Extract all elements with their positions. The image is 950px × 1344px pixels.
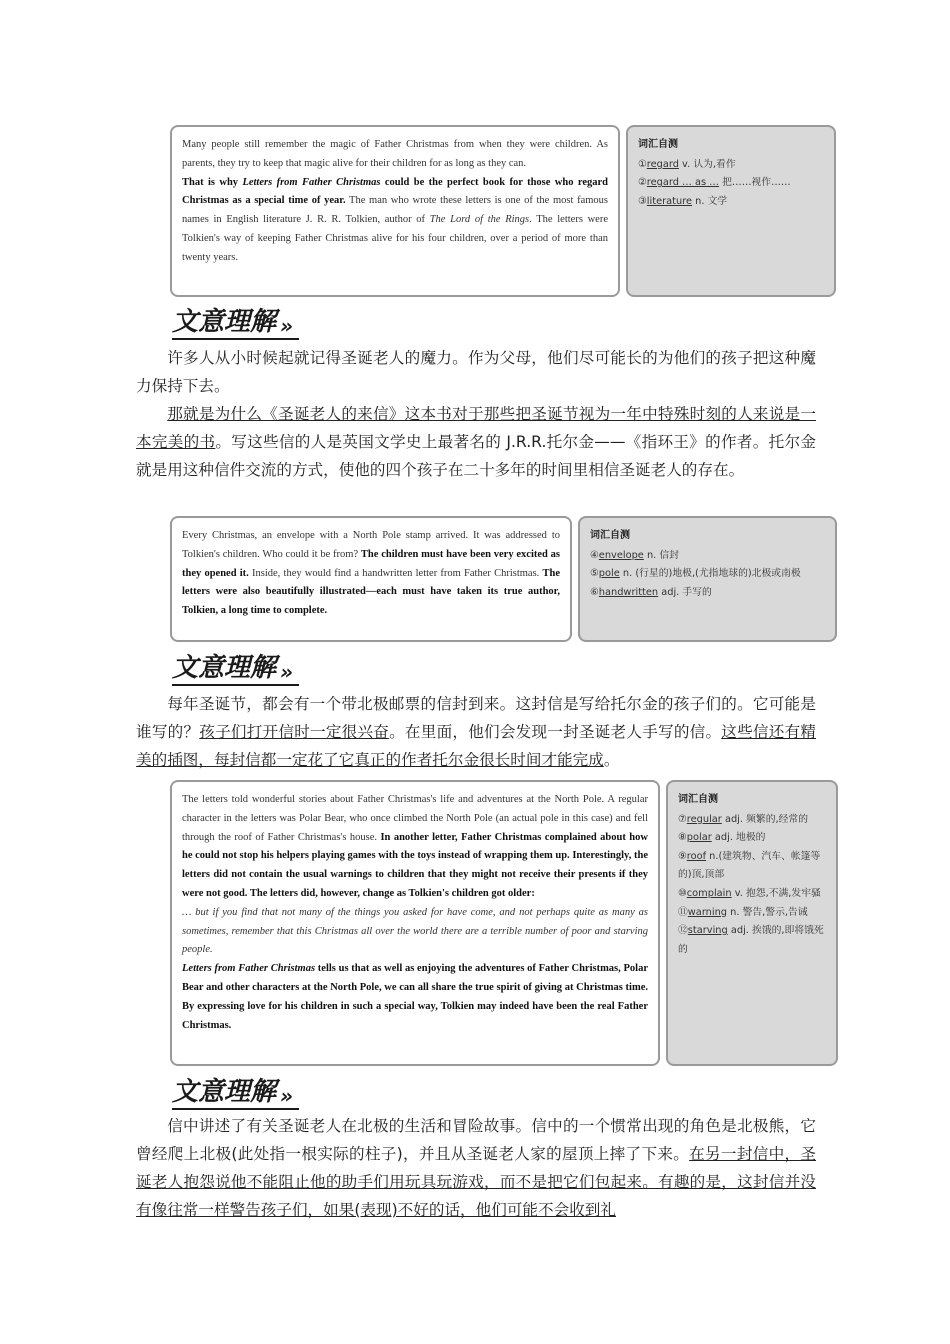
double-arrow-icon: » xyxy=(280,1084,294,1108)
passage-paragraph: Many people still remember the magic of Father Christmas from when they were children. As parents, they try to keep that magic alive for their children for as long as they can. xyxy=(182,139,608,169)
book-title: Letters from Father Christmas xyxy=(242,176,381,188)
vocab-item: ⑥handwritten adj. 手写的 xyxy=(590,586,712,598)
vocab-item: ⑧polar adj. 地极的 xyxy=(678,832,766,844)
english-passage-2 xyxy=(170,516,572,642)
vocab-item: ⑪warning n. 警告,警示,告诫 xyxy=(678,906,808,918)
vocab-item: ②regard … as … 把……视作…… xyxy=(638,177,791,189)
translation-paragraph: 信中讲述了有关圣诞老人在北极的生活和冒险故事。信中的一个惯常出现的角色是北极熊，它曾经爬上北极(此处指一根实际的柱子)，并且从圣诞老人家的屋顶上摔了下来。在另一封信中，圣诞老人抱怨说他不能阻止他的助手们用玩具玩游戏，而不是把它们包起来。有趣的是，这封信并没有像往常一样警告孩子们，如果(表现)不好的话，他们可能不会收到礼 xyxy=(136,1117,816,1219)
translation-2 xyxy=(136,690,816,774)
book-title: Letters from Father Christmas xyxy=(182,963,316,975)
passage-section-3 xyxy=(170,780,838,1066)
vocab-box-1 xyxy=(626,125,836,297)
section-heading-3: 文意理解 » xyxy=(172,1072,299,1110)
english-passage-3 xyxy=(170,780,660,1066)
translation-paragraph: 那就是为什么《圣诞老人的来信》这本书对于那些把圣诞节视为一年中特殊时刻的人来说是一本完美的书。写这些信的人是英国文学史上最著名的 J.R.R.托尔金——《指环王》的作者。托尔金就是用这种信件交流的方式，使他的四个孩子在二十多年的时间里相信圣诞老人的存在。 xyxy=(136,405,816,479)
vocab-title: 词汇自测 xyxy=(590,530,630,541)
passage-paragraph: That is why Letters from Father Christmas could be the perfect book for those who regard Christmas as a special time of year. The man who wrote these letters is one of the most famous names in English literature J. R. R. Tolkien, author of The Lord of the Rings. The letters were Tolkien's way of keeping Father Christmas alive for his four children, over a period of more than twenty years. xyxy=(182,176,609,263)
vocab-item: ⑦regular adj. 频繁的,经常的 xyxy=(678,813,809,825)
vocab-item: ⑨roof n.(建筑物、汽车、帐篷等的)顶,顶部 xyxy=(678,850,821,881)
passage-paragraph: Letters from Father Christmas tells us that as well as enjoying the adventures of Father Christmas, Polar Bear and other characters at the North Pole, we can all share the true spirit of giving at Christmas time. By expressing love for his children in such a special way, Tolkien may indeed have been the real Father Christmas. xyxy=(182,963,648,1031)
translation-1 xyxy=(136,344,816,484)
vocab-title: 词汇自测 xyxy=(638,139,678,150)
passage-section-2 xyxy=(170,516,837,642)
passage-paragraph: Every Christmas, an envelope with a North Pole stamp arrived. It was addressed to Tolkien's children. Who could it be from? The children must have been very excited as they opened it. Inside, they would find a handwritten letter from Father Christmas. The letters were also beautifully illustrated—each must have taken its true author, Tolkien, a long time to complete. xyxy=(182,530,561,617)
double-arrow-icon: » xyxy=(280,660,294,684)
english-passage-1 xyxy=(170,125,620,297)
vocab-box-2 xyxy=(578,516,837,642)
vocab-item: ①regard v. 认为,看作 xyxy=(638,158,736,170)
section-heading-2: 文意理解 » xyxy=(172,648,299,686)
vocab-item: ⑩complain v. 抱怨,不满,发牢骚 xyxy=(678,887,821,899)
translation-paragraph: 许多人从小时候起就记得圣诞老人的魔力。作为父母，他们尽可能长的为他们的孩子把这种魔力保持下去。 xyxy=(136,349,816,395)
vocab-item: ④envelope n. 信封 xyxy=(590,549,679,561)
vocab-item: ③literature n. 文学 xyxy=(638,195,728,207)
book-title: The Lord of the Rings xyxy=(429,214,530,226)
section-heading-1: 文意理解 » xyxy=(172,302,299,340)
vocab-item: ⑫starving adj. 挨饿的,即将饿死的 xyxy=(678,925,824,955)
translation-3 xyxy=(136,1112,816,1224)
vocab-item: ⑤pole n. (行星的)地极,(尤指地球的)北极或南极 xyxy=(590,568,801,580)
vocab-title: 词汇自测 xyxy=(678,794,718,805)
passage-section-1 xyxy=(170,125,836,297)
quote-paragraph: … but if you find that not many of the things you asked for have come, and not perhaps quite as many as sometimes, remember that this Christmas all over the world there are a terrible number of poor and starving people. xyxy=(182,906,648,956)
double-arrow-icon: » xyxy=(280,314,294,338)
passage-paragraph: The letters told wonderful stories about Father Christmas's life and adventures at the North Pole. A regular character in the letters was Polar Bear, who once climbed the North Pole (an actual pole in this case) and fell through the roof of Father Christmas's house. In another letter, Father Christmas complained about how he could not stop his helpers playing games with the toys instead of wrapping them up. Interestingly, the letters did not contain the usual warnings to children that they might not receive their presents if they were not good. The letters did, however, change as Tolkien's children got older: xyxy=(182,794,648,899)
translation-paragraph: 每年圣诞节，都会有一个带北极邮票的信封到来。这封信是写给托尔金的孩子们的。它可能是谁写的？孩子们打开信时一定很兴奋。在里面，他们会发现一封圣诞老人手写的信。这些信还有精美的插图，每封信都一定花了它真正的作者托尔金很长时间才能完成。 xyxy=(136,695,816,769)
vocab-box-3 xyxy=(666,780,838,1066)
